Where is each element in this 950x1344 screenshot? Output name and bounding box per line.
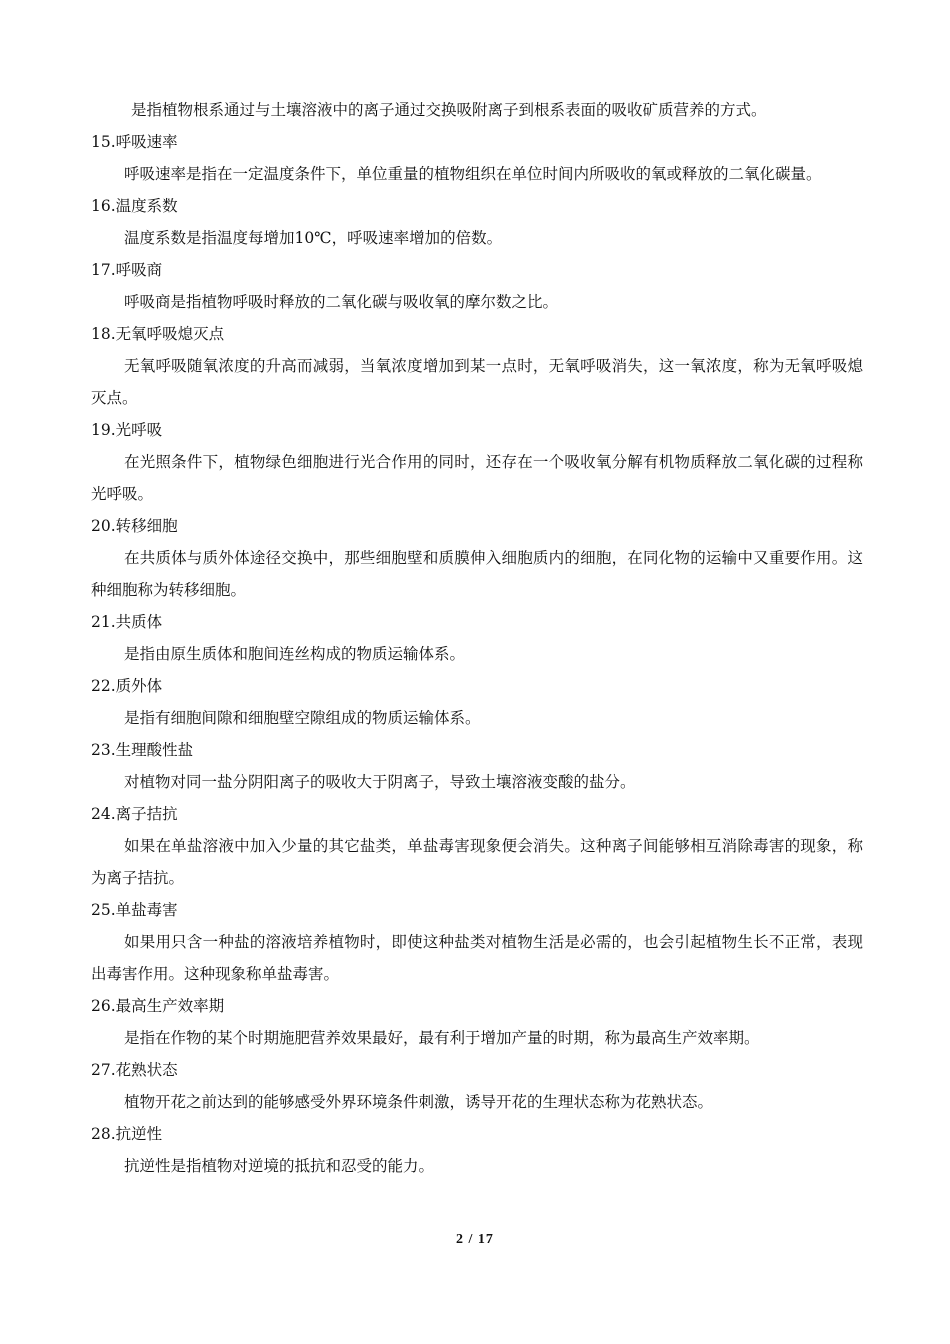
- term-entry: [91, 670, 863, 734]
- term-definition: 是指由原生质体和胞间连丝构成的物质运输体系。: [124, 645, 466, 663]
- term-definition: 如果用只含一种盐的溶液培养植物时，即使这种盐类对植物生活是必需的，也会引起植物生长不正常，表现出毒害作用。这种现象称单盐毒害。: [91, 933, 863, 983]
- term-definition: 是指有细胞间隙和细胞壁空隙组成的物质运输体系。: [124, 709, 481, 727]
- term-entry: [91, 894, 863, 990]
- term-heading: 16.温度系数: [91, 197, 178, 215]
- term-heading: 20.转移细胞: [91, 517, 178, 535]
- term-heading: 27.花熟状态: [91, 1061, 178, 1079]
- term-definition: 对植物对同一盐分阴阳离子的吸收大于阴离子，导致土壤溶液变酸的盐分。: [124, 773, 636, 791]
- term-definition: 是指在作物的某个时期施肥营养效果最好，最有利于增加产量的时期，称为最高生产效率期。: [124, 1029, 760, 1047]
- term-entry: [91, 510, 863, 606]
- term-heading: 17.呼吸商: [91, 261, 163, 279]
- term-definition: 呼吸速率是指在一定温度条件下，单位重量的植物组织在单位时间内所吸收的氧或释放的二氧化碳量。: [124, 165, 822, 183]
- term-entry: [91, 126, 863, 190]
- term-definition: 抗逆性是指植物对逆境的抵抗和忍受的能力。: [124, 1157, 435, 1175]
- term-entry: [91, 798, 863, 894]
- term-definition: 无氧呼吸随氧浓度的升高而减弱，当氧浓度增加到某一点时，无氧呼吸消失，这一氧浓度，称为无氧呼吸熄灭点。: [91, 357, 863, 407]
- term-definition: 呼吸商是指植物呼吸时释放的二氧化碳与吸收氧的摩尔数之比。: [124, 293, 559, 311]
- term-heading: 18.无氧呼吸熄灭点: [91, 325, 225, 343]
- document-body: [91, 94, 863, 1182]
- term-entry: [91, 254, 863, 318]
- term-heading: 26.最高生产效率期: [91, 997, 225, 1015]
- term-entry: [91, 990, 863, 1054]
- page-number: 2 / 17: [456, 1232, 494, 1247]
- term-definition: 在光照条件下，植物绿色细胞进行光合作用的同时，还存在一个吸收氧分解有机物质释放二氧化碳的过程称光呼吸。: [91, 453, 863, 503]
- term-entry: [91, 318, 863, 414]
- term-heading: 25.单盐毒害: [91, 901, 178, 919]
- term-entry: [91, 606, 863, 670]
- term-entry: [91, 190, 863, 254]
- term-definition: 如果在单盐溶液中加入少量的其它盐类，单盐毒害现象便会消失。这种离子间能够相互消除毒害的现象，称为离子拮抗。: [91, 837, 863, 887]
- term-heading: 23.生理酸性盐: [91, 741, 194, 759]
- term-heading: 15.呼吸速率: [91, 133, 178, 151]
- term-entry: [91, 414, 863, 510]
- term-heading: 28.抗逆性: [91, 1125, 163, 1143]
- term-entry: [91, 1054, 863, 1118]
- term-heading: 24.离子拮抗: [91, 805, 178, 823]
- term-entry: [91, 734, 863, 798]
- intro-paragraph: 是指植物根系通过与土壤溶液中的离子通过交换吸附离子到根系表面的吸收矿质营养的方式。: [131, 101, 767, 119]
- term-definition: 植物开花之前达到的能够感受外界环境条件刺激，诱导开花的生理状态称为花熟状态。: [124, 1093, 714, 1111]
- term-heading: 19.光呼吸: [91, 421, 163, 439]
- term-definition: 温度系数是指温度每增加10℃，呼吸速率增加的倍数。: [124, 229, 503, 247]
- term-entry: [91, 1118, 863, 1182]
- term-list: [91, 126, 863, 1182]
- term-definition: 在共质体与质外体途径交换中，那些细胞壁和质膜伸入细胞质内的细胞，在同化物的运输中又重要作用。这种细胞称为转移细胞。: [91, 549, 863, 599]
- term-heading: 21.共质体: [91, 613, 163, 631]
- term-heading: 22.质外体: [91, 677, 163, 695]
